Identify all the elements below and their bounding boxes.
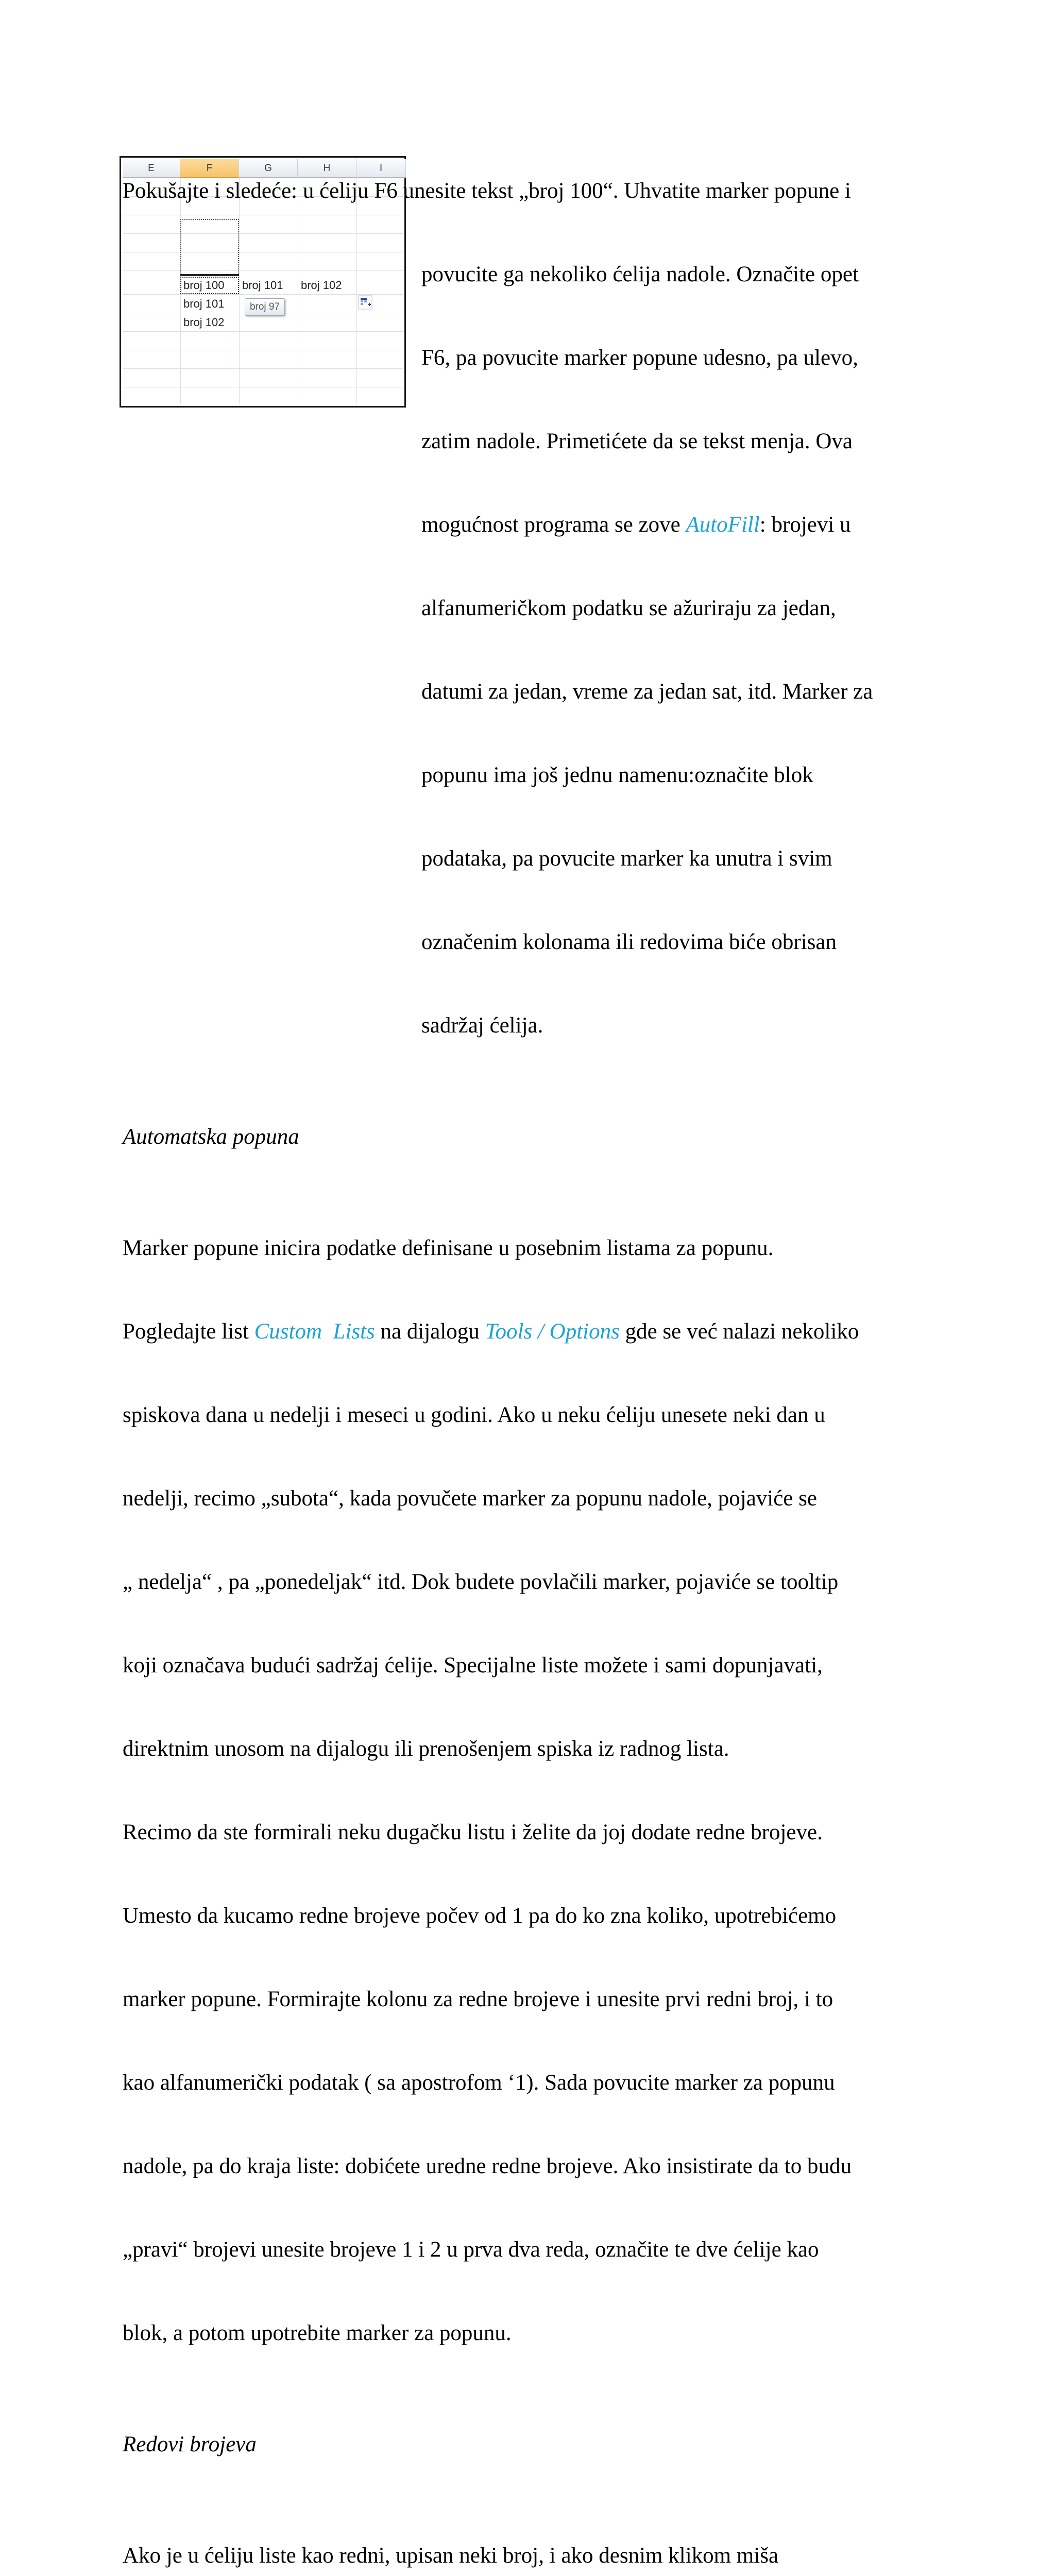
section1-paragraph [123,1179,937,2403]
text-line: alfanumeričkom podatku se ažuriraju za jedan, [421,596,836,620]
text-line: označenim kolonama ili redovima biće obrisan [421,930,837,954]
section-heading-redovi-brojeva: Redovi brojeva [123,2432,257,2456]
text-line: kao alfanumerički podatak ( sa apostrofom ‘1). Sada povucite marker za popunu [123,2071,835,2095]
autofill-link[interactable]: AutoFill [686,513,760,537]
text-segment: na dijalogu [375,1319,485,1344]
tools-options-link[interactable]: Tools / Options [485,1319,620,1344]
text-segment: gde se već nalazi nekoliko [619,1319,859,1344]
text-line [123,511,937,539]
column-header-e: E [123,159,180,178]
text-line: Recimo da ste formirali neku dugačku listu i želite da joj dodate redne brojeve. [123,1820,823,1844]
text-line: „ nedelja“ , pa „ponedeljak“ itd. Dok budete povlačili marker, pojaviće se tooltip [123,1570,839,1594]
text-line: povucite ga nekoliko ćelija nadole. Označite opet [421,262,859,286]
text-line: Pokušajte i sledeće: u ćeliju F6 unesite tekst „broj 100“. Uhvatite marker popune i [123,179,851,203]
cell-h6[interactable]: broj 102 [301,279,342,292]
text-line: sadržaj ćelija. [421,1013,543,1038]
text-line: spiskova dana u nedelji i meseci u godini. Ako u neku ćeliju unesete neki dan u [123,1403,825,1427]
text-line: nadole, pa do kraja liste: dobićete uredne redne brojeve. Ako insistirate da to budu [123,2154,852,2178]
text-line [123,1318,937,1346]
cell-f7[interactable]: broj 101 [183,297,225,310]
text-line: podataka, pa povucite marker ka unutra i svim [421,846,832,871]
cell-f6[interactable]: broj 100 [183,279,225,292]
text-segment: mogućnost programa se zove [421,513,686,537]
text-line: „pravi“ brojevi unesite brojeve 1 i 2 u prva dva reda, označite te dve ćelije kao [123,2238,819,2262]
text-segment: : brojevi u [759,513,851,537]
autofill-tooltip: broj 97 [245,298,285,316]
custom-lists-link[interactable]: Custom Lists [254,1319,375,1344]
intro-paragraph [123,122,937,1095]
document-body [123,122,937,2576]
text-line: Umesto da kucamo redne brojeve počev od 1 pa do ko zna koliko, upotrebićemo [123,1904,837,1928]
text-line: blok, a potom upotrebite marker za popunu. [123,2321,512,2345]
text-line: nedelji, recimo „subota“, kada povučete marker za popunu nadole, pojaviće se [123,1486,817,1511]
text-line: zatim nadole. Primetićete da se tekst menja. Ova [421,429,853,453]
section-heading-automatska-popuna: Automatska popuna [123,1125,299,1149]
column-header-i: I [356,159,406,178]
text-line: marker popune. Formirajte kolonu za redne brojeve i unesite prvi redni broj, i to [123,1987,833,2011]
text-line: Ako je u ćeliju liste kao redni, upisan neki broj, i ako desnim klikom miša [123,2544,779,2568]
text-segment: Pogledajte list [123,1319,254,1344]
text-line: koji označava budući sadržaj ćelije. Specijalne liste možete i sami dopunjavati, [123,1653,823,1677]
column-header-g: G [239,159,298,178]
cell-g6[interactable]: broj 101 [242,279,283,292]
section2-paragraph [123,2486,937,2576]
text-line: datumi za jedan, vreme za jedan sat, itd. Marker za [421,680,873,704]
cell-f8[interactable]: broj 102 [183,316,225,329]
text-line: direktnim unosom na dijalogu ili prenošenjem spiska iz radnog lista. [123,1737,729,1761]
text-line: Marker popune inicira podatke definisane u posebnim listama za popunu. [123,1236,774,1260]
column-header-f: F [180,159,239,178]
column-header-h: H [298,159,356,178]
text-line: F6, pa povucite marker popune udesno, pa ulevo, [421,346,858,370]
text-line: popunu ima još jednu namenu:označite blok [421,763,813,787]
